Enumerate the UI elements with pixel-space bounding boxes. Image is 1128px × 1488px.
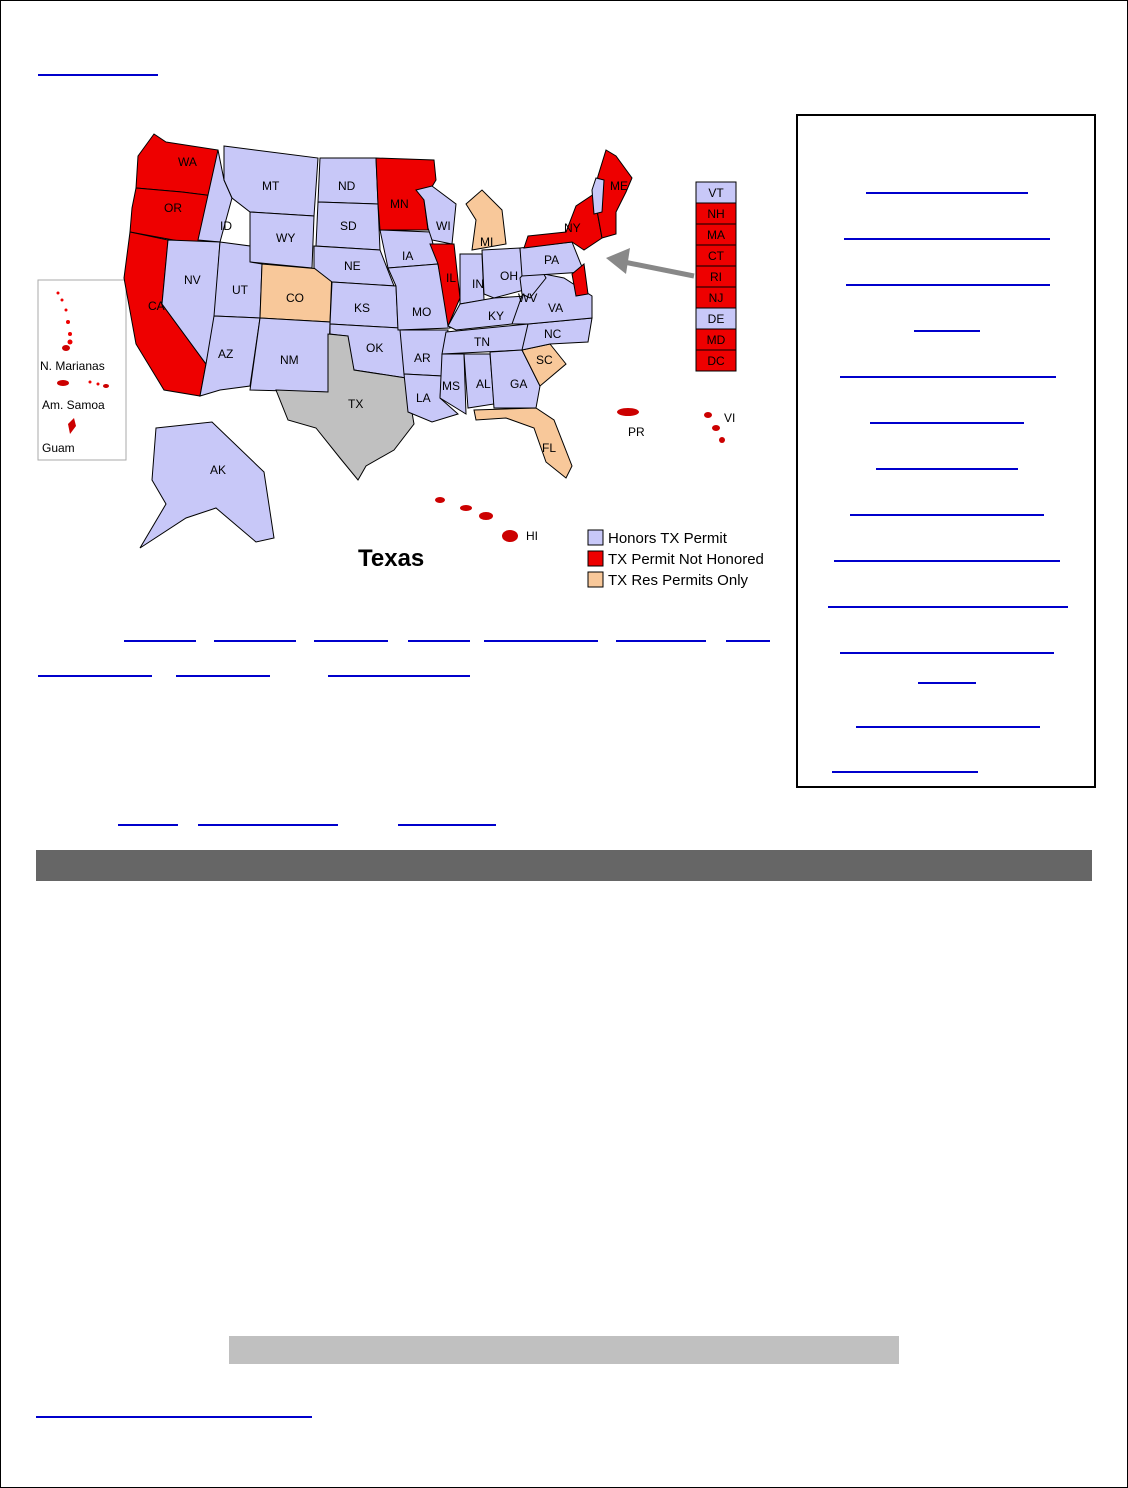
legend-swatch-resident-only (588, 572, 603, 587)
label-ak: AK (210, 463, 227, 477)
state-ak (140, 422, 274, 548)
label-la: LA (416, 391, 431, 405)
label-tn: TN (474, 335, 490, 349)
state-fl (474, 408, 572, 478)
label-ut: UT (232, 283, 248, 297)
label-pr: PR (628, 425, 645, 439)
label-mn: MN (390, 197, 409, 211)
label-ia: IA (402, 249, 414, 263)
label-nm: NM (280, 353, 299, 367)
sidebar-link-5[interactable] (840, 376, 1056, 378)
legend-swatch-honors (588, 530, 603, 545)
state-ny (524, 194, 602, 250)
sidebar-link-12[interactable] (856, 726, 1040, 728)
sidebar-link-1[interactable] (866, 192, 1028, 194)
label-il: IL (446, 271, 457, 285)
under-map-link-4[interactable] (408, 640, 470, 642)
ne-box-label-nj: NJ (708, 291, 724, 305)
label-am-samoa: Am. Samoa (42, 398, 105, 412)
label-nd: ND (338, 179, 356, 193)
label-in: IN (472, 277, 484, 291)
footer-link[interactable] (36, 1416, 312, 1418)
label-me: ME (610, 179, 628, 193)
islands (435, 408, 725, 542)
sidebar-link-4[interactable] (914, 330, 980, 332)
label-ar: AR (414, 351, 431, 365)
northeast-state-boxes (696, 182, 736, 371)
label-tx: TX (348, 397, 364, 411)
state-wa (136, 134, 218, 196)
state-vt-nh (592, 178, 604, 214)
bottom-link-3[interactable] (398, 824, 496, 826)
label-ms: MS (442, 379, 460, 393)
label-nc: NC (544, 327, 562, 341)
label-ok: OK (366, 341, 384, 355)
bottom-link-2[interactable] (198, 824, 338, 826)
label-ky: KY (488, 309, 505, 323)
label-id: ID (220, 219, 232, 233)
label-ga: GA (510, 377, 528, 391)
label-sd: SD (340, 219, 357, 233)
under-map-link-9[interactable] (176, 675, 270, 677)
under-map-link-2[interactable] (214, 640, 296, 642)
ne-box-label-ri: RI (710, 270, 722, 284)
ne-box-label-ma: MA (707, 228, 725, 242)
sidebar-link-10[interactable] (828, 606, 1068, 608)
label-nv: NV (184, 273, 201, 287)
label-mi: MI (480, 235, 494, 249)
top-link[interactable] (38, 74, 158, 76)
label-wv: WV (518, 291, 538, 305)
label-n-marianas: N. Marianas (40, 359, 105, 373)
sidebar-link-3[interactable] (846, 284, 1050, 286)
under-map-link-3[interactable] (314, 640, 388, 642)
legend-label-resident-only: TX Res Permits Only (608, 572, 749, 589)
under-map-link-10[interactable] (328, 675, 470, 677)
label-mt: MT (262, 179, 280, 193)
section-header-bar (36, 850, 1092, 881)
label-oh: OH (500, 269, 518, 283)
label-mo: MO (412, 305, 432, 319)
label-wa: WA (178, 155, 197, 169)
label-al: AL (476, 377, 491, 391)
label-wy: WY (276, 231, 296, 245)
ne-box-label-nh: NH (707, 207, 725, 221)
under-map-link-8[interactable] (38, 675, 152, 677)
label-hi: HI (526, 529, 538, 543)
sidebar-nav (796, 114, 1096, 788)
territories-inset (38, 280, 126, 460)
label-ks: KS (354, 301, 371, 315)
sidebar-link-7[interactable] (876, 468, 1018, 470)
reciprocity-map (36, 128, 788, 589)
sidebar-link-8[interactable] (850, 514, 1044, 516)
legend-label-not-honored: TX Permit Not Honored (608, 551, 764, 568)
ne-box-label-vt: VT (708, 186, 724, 200)
us-map-svg (36, 128, 788, 589)
sidebar-link-11-cont[interactable] (918, 682, 976, 684)
label-sc: SC (536, 353, 553, 367)
map-legend (588, 530, 764, 589)
sidebar-link-6[interactable] (870, 422, 1024, 424)
label-wi: WI (436, 219, 451, 233)
ne-box-label-ct: CT (708, 249, 724, 263)
label-or: OR (164, 201, 182, 215)
map-title: Texas (358, 545, 425, 572)
label-co: CO (286, 291, 304, 305)
sidebar-link-13[interactable] (832, 771, 978, 773)
legend-label-honors: Honors TX Permit (608, 530, 727, 547)
bottom-link-1[interactable] (118, 824, 178, 826)
under-map-link-6[interactable] (616, 640, 706, 642)
under-map-link-1[interactable] (124, 640, 196, 642)
label-vi: VI (724, 411, 736, 425)
label-fl: FL (542, 441, 557, 455)
under-map-link-7[interactable] (726, 640, 770, 642)
label-az: AZ (218, 347, 234, 361)
ne-box-label-dc: DC (707, 354, 725, 368)
label-ny: NY (564, 221, 581, 235)
label-va: VA (548, 301, 564, 315)
ne-box-label-md: MD (706, 333, 726, 347)
label-pa: PA (544, 253, 560, 267)
label-ca: CA (148, 299, 165, 313)
pr-shape (617, 408, 639, 416)
label-ne: NE (344, 259, 361, 273)
northeast-arrow (606, 248, 694, 276)
legend-swatch-not-honored (588, 551, 603, 566)
caption-bar (229, 1336, 899, 1364)
ne-box-label-de: DE (707, 312, 725, 326)
label-guam: Guam (42, 441, 75, 455)
sidebar-link-2[interactable] (844, 238, 1050, 240)
sidebar-link-11[interactable] (840, 652, 1054, 654)
under-map-link-5[interactable] (484, 640, 598, 642)
sidebar-link-9[interactable] (834, 560, 1060, 562)
